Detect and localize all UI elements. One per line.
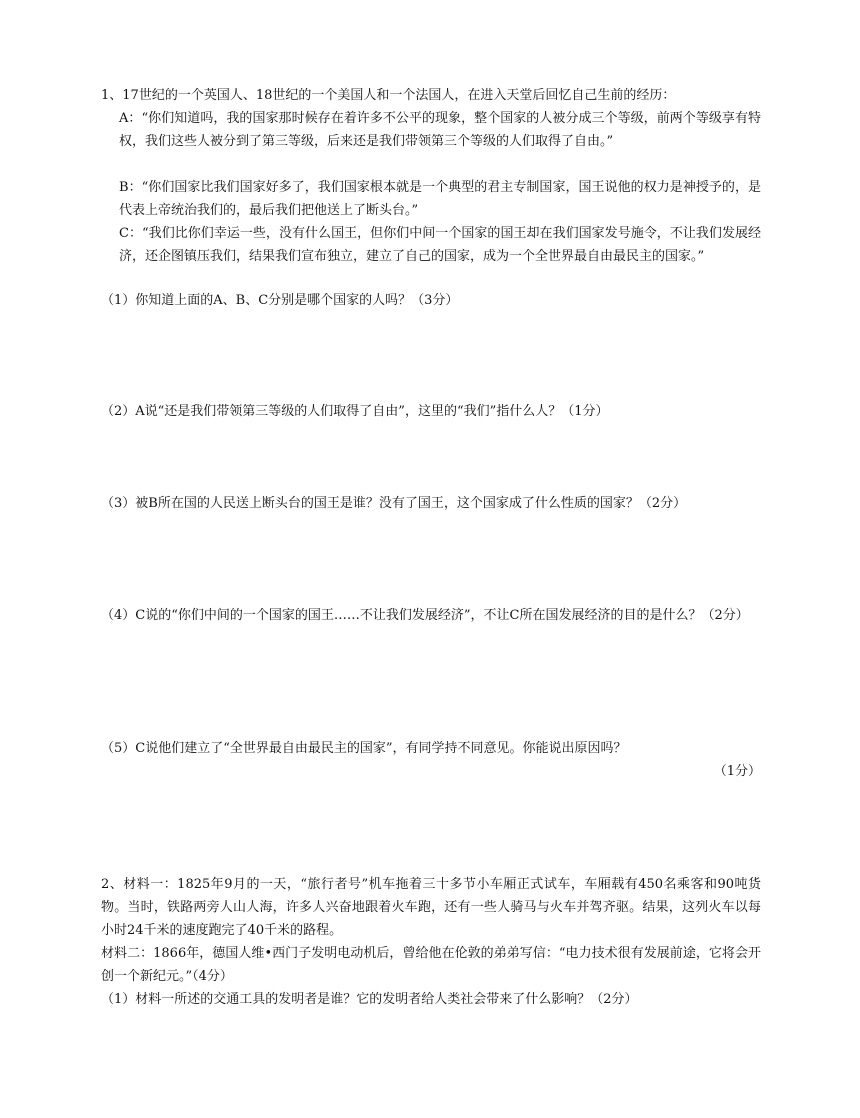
question-1-statement-b: B：“你们国家比我们国家好多了，我们国家根本就是一个典型的君主专制国家，国王说他的权力是神授予的，是代表上帝统治我们的，最后我们把他送上了断头台。”: [119, 180, 761, 218]
question-1-sub-4: （4）C说的“你们中间的一个国家的国王……不让我们发展经济”，不让C所在国发展经济的目的是什么？（2分）: [101, 608, 749, 623]
question-2-material-2: 材料二：1866年，德国人维•西门子发明电动机后，曾给他在伦敦的弟弟写信：“电力技术很有发展前途，它将会开创一个新纪元。”（4分）: [101, 946, 761, 984]
question-1-statement-c: C：“我们比你们幸运一些，没有什么国王，但你们中间一个国家的国王却在我们国家发号施令，不让我们发展经济，还企图镇压我们，结果我们宣布独立，建立了自己的国家，成为一个全世界最自由最民主的国家。”: [119, 226, 761, 264]
question-1-sub-5-score: （1分）: [713, 764, 761, 779]
question-1-sub-5: （5）C说他们建立了“全世界最自由最民主的国家”，有同学持不同意见。你能说出原因吗？: [101, 741, 627, 756]
question-2-sub-1: （1）材料一所述的交通工具的发明者是谁？它的发明者给人类社会带来了什么影响？（2分）: [101, 992, 638, 1007]
question-2-material-1: 2、材料一：1825年9月的一天，“旅行者号”机车拖着三十多节小车厢正式试车，车厢载有450名乘客和90吨货物。当时，铁路两旁人山人海，许多人兴奋地跟着火车跑，还有一些人骑马与火车并驾齐驱。结果，这列火车以每小时24千米的速度跑完了40千米的路程。: [101, 877, 761, 938]
question-1-sub-3: （3）被B所在国的人民送上断头台的国王是谁？没有了国王，这个国家成了什么性质的国家？（2分）: [101, 496, 687, 511]
question-1-intro: 1、17世纪的一个英国人、18世纪的一个美国人和一个法国人，在进入天堂后回忆自己生前的经历：: [101, 88, 676, 103]
question-1-statement-a: A：“你们知道吗，我的国家那时候存在着许多不公平的现象，整个国家的人被分成三个等级，前两个等级享有特权，我们这些人被分到了第三等级，后来还是我们带领第三个等级的人们取得了自由。”: [119, 111, 761, 149]
question-1-sub-1: （1）你知道上面的A、B、C分别是哪个国家的人吗？（3分）: [101, 293, 459, 308]
question-1-sub-2: （2）A说“还是我们带领第三等级的人们取得了自由”，这里的“我们”指什么人？（1分）: [101, 404, 609, 419]
